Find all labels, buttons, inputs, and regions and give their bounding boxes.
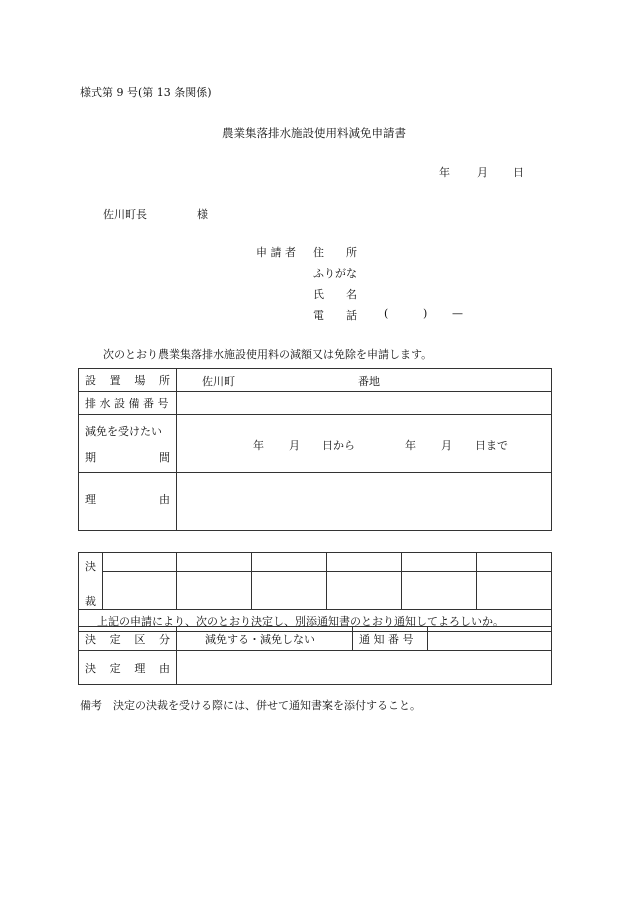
category-label-char: 分 <box>158 632 170 646</box>
category-label-char: 区 <box>134 632 146 646</box>
intro-text: 次のとおり農業集落排水施設使用料の減額又は免除を申請します。 <box>103 348 433 361</box>
period-from-month: 月 <box>289 439 300 452</box>
decision-table <box>78 552 552 632</box>
date-year: 年 <box>439 166 450 179</box>
category-label-cell <box>79 627 177 651</box>
seal-box-row <box>79 571 552 609</box>
location-label-char: 置 <box>109 374 121 387</box>
decision-reason-char: 由 <box>158 661 170 675</box>
decision-char: 決 <box>85 560 96 573</box>
period-label-line1: 減免を受けたい <box>85 424 162 438</box>
decision-reason-label-cell <box>79 651 177 685</box>
page-title: 農業集落排水施設使用料減免申請書 <box>222 126 406 140</box>
category-row <box>79 627 552 651</box>
applicant-phone-label: 電 話 <box>313 309 357 322</box>
location-row <box>79 369 552 392</box>
decision-detail-table <box>78 626 552 685</box>
location-town: 佐川町 <box>202 375 235 388</box>
applicant-name-label: 氏 名 <box>313 288 357 301</box>
seal-box-cell[interactable] <box>252 571 327 609</box>
remark: 備考 決定の決裁を受ける際には、併せて通知書案を添付すること。 <box>80 699 421 712</box>
category-label-char: 定 <box>109 632 121 646</box>
period-to-year: 年 <box>405 439 416 452</box>
reason-value-cell[interactable] <box>177 473 552 531</box>
period-to-month: 月 <box>441 439 452 452</box>
reason-label-char: 由 <box>159 492 170 506</box>
decision-reason-char: 決 <box>85 661 96 675</box>
addressee-name: 佐川町長 <box>103 208 147 221</box>
decision-char: 裁 <box>85 595 96 608</box>
period-label-cell <box>79 415 177 473</box>
period-from-year: 年 <box>253 439 264 452</box>
application-table <box>78 368 552 531</box>
reason-label-cell <box>79 473 177 531</box>
seal-header-row <box>79 553 552 572</box>
category-label-char: 決 <box>85 632 96 646</box>
seal-header-cell <box>477 553 552 572</box>
notice-number-value[interactable] <box>428 627 552 651</box>
notice-text: 上記の申請により、次のとおり決定し、別添通知書のとおり通知してよろしいか。 <box>79 610 552 632</box>
seal-header-cell <box>327 553 402 572</box>
period-from-suffix: 日から <box>322 439 355 452</box>
location-label-char: 所 <box>158 374 170 387</box>
date-month: 月 <box>477 166 488 179</box>
applicant-label: 申 請 者 <box>256 246 296 259</box>
decision-reason-char: 定 <box>109 661 121 675</box>
reason-label-char: 理 <box>85 492 96 506</box>
period-label-char: 期 <box>85 450 96 464</box>
seal-box-cell[interactable] <box>327 571 402 609</box>
seal-header-cell <box>177 553 252 572</box>
location-label-cell <box>79 369 177 392</box>
seal-header-cell <box>252 553 327 572</box>
notice-number-label: 通 知 番 号 <box>353 627 428 651</box>
decision-label-cell <box>79 553 103 610</box>
period-row <box>79 415 552 473</box>
equipment-label: 排 水 設 備 番 号 <box>79 392 177 415</box>
equipment-row <box>79 392 552 415</box>
location-banchi: 番地 <box>358 375 380 388</box>
period-value-cell[interactable] <box>177 415 552 473</box>
location-label-char: 設 <box>85 374 96 387</box>
category-value[interactable]: 減免する・減免しない <box>177 627 353 651</box>
addressee-honorific: 様 <box>197 208 208 221</box>
phone-open-paren: ( <box>384 307 389 320</box>
phone-close-paren: ) <box>423 307 428 320</box>
applicant-address-label: 住 所 <box>313 246 357 259</box>
applicant-furigana-label: ふりがな <box>313 267 357 280</box>
location-value-cell[interactable] <box>177 369 552 392</box>
seal-box-cell[interactable] <box>402 571 477 609</box>
period-to-suffix: 日まで <box>475 439 508 452</box>
period-label-char: 間 <box>159 450 170 464</box>
seal-header-cell <box>103 553 177 572</box>
decision-reason-row <box>79 651 552 685</box>
date-day: 日 <box>513 166 524 179</box>
phone-dash: — <box>452 307 463 320</box>
location-label-char: 場 <box>134 374 146 387</box>
form-number: 様式第 9 号(第 13 条関係) <box>80 86 212 99</box>
seal-box-cell[interactable] <box>103 571 177 609</box>
decision-reason-value[interactable] <box>177 651 552 685</box>
seal-header-cell <box>402 553 477 572</box>
decision-reason-char: 理 <box>134 661 146 675</box>
equipment-value-cell[interactable] <box>177 392 552 415</box>
reason-row <box>79 473 552 531</box>
seal-box-cell[interactable] <box>477 571 552 609</box>
seal-box-cell[interactable] <box>177 571 252 609</box>
